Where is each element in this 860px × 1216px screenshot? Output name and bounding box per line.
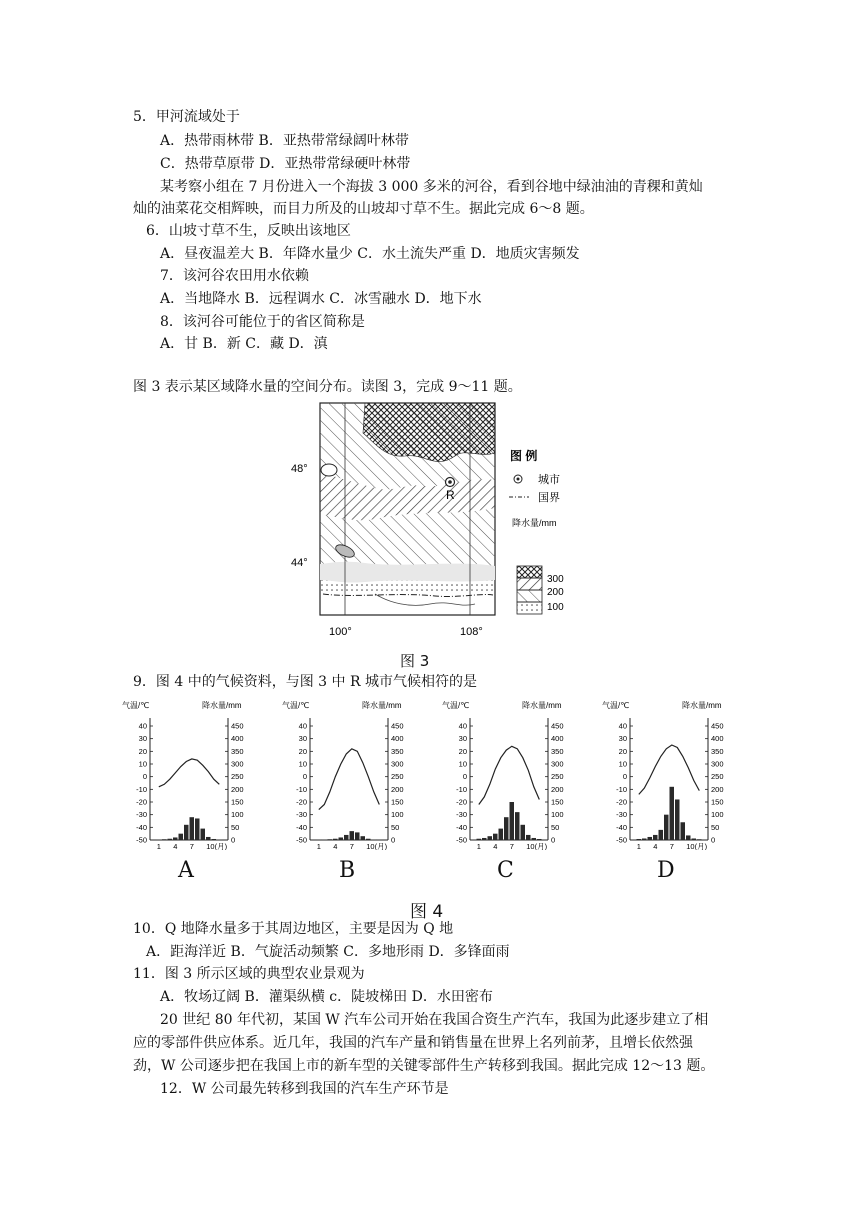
precip-tick-label-c: 150 xyxy=(551,797,564,807)
x-tick-label-c: 1 xyxy=(476,842,481,850)
passage-12-13-line1: 20 世纪 80 年代初，某国 W 汽车公司开始在我国合资生产汽车，我国为此逐步建立了相 xyxy=(160,1012,709,1028)
q5-options-ab: A．热带雨林带 B．亚热带常绿阔叶林带 xyxy=(160,133,409,149)
temp-tick-label-b: -40 xyxy=(296,822,307,832)
precipitation-map xyxy=(285,398,585,643)
precip-bar-b xyxy=(372,839,377,840)
precip-tick-label-c: 0 xyxy=(551,835,556,845)
temp-tick-label-c: 30 xyxy=(458,734,467,744)
temp-tick-label-b: 20 xyxy=(298,746,307,756)
precip-tick-label-b: 0 xyxy=(391,835,396,845)
precip-axis-title-d: 降水量/mm xyxy=(682,701,722,710)
temp-tick-label-a: -30 xyxy=(136,810,147,820)
temp-tick-label-c: -30 xyxy=(456,810,467,820)
q7-stem: 7．该河谷农田用水依赖 xyxy=(160,268,309,284)
x-tick-label-c: 4 xyxy=(493,842,498,850)
legend-border-label: 国界 xyxy=(538,492,560,504)
q9-stem: 9．图 4 中的气候资料，与图 3 中 R 城市气候相符的是 xyxy=(133,674,477,690)
climate-charts xyxy=(120,700,740,850)
temp-tick-label-b: -10 xyxy=(296,784,307,794)
temp-line-a xyxy=(159,759,220,787)
precip-bar-d xyxy=(648,837,653,840)
precip-tick-label-d: 100 xyxy=(711,810,724,820)
temp-tick-label-b: -50 xyxy=(296,835,307,845)
temp-tick-label-a: 10 xyxy=(138,759,147,769)
precip-bar-d xyxy=(697,839,702,840)
precip-bar-a xyxy=(173,837,178,840)
precip-bar-c xyxy=(532,838,537,840)
legend-title: 图 例 xyxy=(510,449,538,463)
precip-bar-b xyxy=(366,839,371,840)
precip-tick-label-c: 400 xyxy=(551,734,564,744)
precip-tick-label-a: 350 xyxy=(231,746,244,756)
fig4-caption: 图 4 xyxy=(410,902,444,922)
q11-options: A．牧场辽阔 B．灌渠纵横 c．陡坡梯田 D．水田密布 xyxy=(160,989,493,1005)
temp-tick-label-a: -40 xyxy=(136,822,147,832)
precip-bar-a xyxy=(179,834,184,840)
temp-tick-label-a: 20 xyxy=(138,746,147,756)
temp-tick-label-c: 40 xyxy=(458,721,467,731)
precip-bar-a xyxy=(201,829,206,840)
temp-tick-label-a: 0 xyxy=(142,772,147,782)
precip-tick-label-d: 0 xyxy=(711,835,716,845)
fig3-intro: 图 3 表示某区域降水量的空间分布。读图 3，完成 9～11 题。 xyxy=(133,379,522,395)
precip-tick-label-d: 150 xyxy=(711,797,724,807)
precip-tick-label-b: 50 xyxy=(391,822,400,832)
temp-tick-label-b: 30 xyxy=(298,734,307,744)
chart-a-label: A xyxy=(178,858,194,883)
passage-12-13-line3: 劲，W 公司逐步把在我国上市的新车型的关键零部件生产转移到我国。据此完成 12～13 题。 xyxy=(133,1058,715,1074)
chart-d-label: D xyxy=(657,858,675,883)
precip-tick-label-c: 300 xyxy=(551,759,564,769)
precip-bar-b xyxy=(322,839,327,840)
temp-tick-label-c: 0 xyxy=(462,772,467,782)
precip-tick-label-c: 200 xyxy=(551,784,564,794)
temp-tick-label-d: -10 xyxy=(616,784,627,794)
temp-tick-label-d: 0 xyxy=(622,772,627,782)
precip-tick-label-a: 50 xyxy=(231,822,240,832)
temp-axis-title-c: 气温/℃ xyxy=(442,701,470,710)
temp-tick-label-c: -20 xyxy=(456,797,467,807)
lat-44-label: 44° xyxy=(291,557,308,569)
temp-tick-label-c: -40 xyxy=(456,822,467,832)
precip-bar-b xyxy=(350,831,355,840)
temp-tick-label-d: 20 xyxy=(618,746,627,756)
precip-bar-d xyxy=(681,822,686,840)
precip-tick-label-a: 400 xyxy=(231,734,244,744)
precip-tick-label-d: 450 xyxy=(711,721,724,731)
precip-bar-a xyxy=(184,825,189,840)
x-tick-label-b: 10(月) xyxy=(366,842,388,850)
precip-bar-d xyxy=(670,787,675,840)
city-r-label: R xyxy=(446,488,455,502)
precip-tick-label-d: 300 xyxy=(711,759,724,769)
x-tick-label-a: 1 xyxy=(156,842,161,850)
precip-tick-label-c: 450 xyxy=(551,721,564,731)
x-tick-label-d: 4 xyxy=(653,842,658,850)
temp-axis-title-a: 气温/℃ xyxy=(122,701,150,710)
temp-tick-label-a: 40 xyxy=(138,721,147,731)
precip-tick-label-d: 200 xyxy=(711,784,724,794)
precip-bar-c xyxy=(510,802,515,840)
temp-tick-label-b: 40 xyxy=(298,721,307,731)
q5-stem: 5．甲河流域处于 xyxy=(133,109,240,125)
x-tick-label-a: 7 xyxy=(189,842,194,850)
x-tick-label-d: 1 xyxy=(636,842,641,850)
precip-bar-b xyxy=(328,839,333,840)
q7-options: A．当地降水 B．远程调水 C．冰雪融水 D．地下水 xyxy=(160,291,482,307)
precip-axis-title-b: 降水量/mm xyxy=(362,701,402,710)
fig3-caption: 图 3 xyxy=(400,652,430,670)
precip-tick-label-d: 250 xyxy=(711,772,724,782)
temp-tick-label-c: 20 xyxy=(458,746,467,756)
precip-tick-label-d: 400 xyxy=(711,734,724,744)
x-tick-label-c: 7 xyxy=(509,842,514,850)
precip-bar-b xyxy=(333,839,338,840)
temp-tick-label-d: -50 xyxy=(616,835,627,845)
temp-tick-label-c: 10 xyxy=(458,759,467,769)
precip-bar-a xyxy=(157,839,162,840)
temp-tick-label-a: -20 xyxy=(136,797,147,807)
temp-line-d xyxy=(639,745,700,794)
precip-bar-d xyxy=(642,838,647,840)
precip-bar-c xyxy=(488,836,493,840)
lat-48-label: 48° xyxy=(291,463,308,475)
temp-axis-title-d: 气温/℃ xyxy=(602,701,630,710)
precip-bar-d xyxy=(664,815,669,840)
precip-bar-c xyxy=(526,835,531,840)
precip-bar-c xyxy=(482,838,487,840)
q12-stem: 12．W 公司最先转移到我国的汽车生产环节是 xyxy=(160,1081,449,1097)
q10-stem: 10．Q 地降水量多于其周边地区，主要是因为 Q 地 xyxy=(133,921,454,937)
precip-tick-label-c: 100 xyxy=(551,810,564,820)
precip-tick-label-b: 300 xyxy=(391,759,404,769)
precip-bar-a xyxy=(190,817,195,840)
x-tick-label-d: 10(月) xyxy=(686,842,708,850)
precip-bar-a xyxy=(168,839,173,840)
precip-bar-d xyxy=(637,839,642,840)
q8-options: A．甘 B．新 C．藏 D．滇 xyxy=(160,336,328,352)
temp-tick-label-a: 30 xyxy=(138,734,147,744)
legend-precip-title: 降水量/mm xyxy=(512,518,557,528)
precip-tick-label-d: 350 xyxy=(711,746,724,756)
precip-tick-label-a: 250 xyxy=(231,772,244,782)
precip-tick-label-a: 300 xyxy=(231,759,244,769)
precip-tick-label-c: 250 xyxy=(551,772,564,782)
legend-city-label: 城市 xyxy=(538,474,560,486)
legend-value-300: 300 xyxy=(547,574,564,585)
precip-bar-a xyxy=(195,818,200,840)
precip-bar-d xyxy=(659,830,664,840)
temp-tick-label-b: 10 xyxy=(298,759,307,769)
precip-bar-d xyxy=(692,838,697,840)
x-tick-label-a: 4 xyxy=(173,842,178,850)
precip-bar-c xyxy=(499,829,504,840)
temp-tick-label-d: -40 xyxy=(616,822,627,832)
precip-tick-label-a: 200 xyxy=(231,784,244,794)
precip-bar-a xyxy=(162,839,167,840)
x-tick-label-b: 1 xyxy=(316,842,321,850)
precip-tick-label-a: 0 xyxy=(231,835,236,845)
precip-bar-c xyxy=(521,825,526,840)
precip-tick-label-b: 250 xyxy=(391,772,404,782)
precip-bar-a xyxy=(206,837,211,840)
precip-tick-label-b: 100 xyxy=(391,810,404,820)
legend-value-100: 100 xyxy=(547,602,564,613)
lon-108-label: 108° xyxy=(460,626,483,638)
temp-tick-label-d: 10 xyxy=(618,759,627,769)
temp-axis-title-b: 气温/℃ xyxy=(282,701,310,710)
precip-tick-label-b: 450 xyxy=(391,721,404,731)
precip-bar-d xyxy=(686,835,691,840)
passage-6-8-line1: 某考察小组在 7 月份进入一个海拔 3 000 多米的河谷，看到谷地中绿油油的青稞和黄灿 xyxy=(160,179,703,195)
temp-tick-label-b: -20 xyxy=(296,797,307,807)
temp-tick-label-d: -20 xyxy=(616,797,627,807)
precip-bar-c xyxy=(515,812,520,840)
q6-options: A．昼夜温差大 B．年降水量少 C．水土流失严重 D．地质灾害频发 xyxy=(160,246,580,262)
q5-options-cd: C．热带草原带 D．亚热带常绿硬叶林带 xyxy=(160,156,411,172)
precip-bar-c xyxy=(493,834,498,840)
temp-line-c xyxy=(479,746,540,804)
temp-tick-label-b: 0 xyxy=(302,772,307,782)
chart-b-label: B xyxy=(339,858,356,883)
passage-6-8-line2: 灿的油菜花交相辉映，而目力所及的山坡却寸草不生。据此完成 6～8 题。 xyxy=(133,201,594,217)
precip-bar-c xyxy=(504,817,509,840)
precip-tick-label-d: 50 xyxy=(711,822,720,832)
precip-tick-label-c: 350 xyxy=(551,746,564,756)
x-tick-label-c: 10(月) xyxy=(526,842,548,850)
q10-options: A．距海洋近 B．气旋活动频繁 C．多地形雨 D．多锋面雨 xyxy=(146,944,510,960)
x-tick-label-a: 10(月) xyxy=(206,842,228,850)
q11-stem: 11．图 3 所示区域的典型农业景观为 xyxy=(133,966,365,982)
temp-tick-label-a: -50 xyxy=(136,835,147,845)
x-tick-label-b: 4 xyxy=(333,842,338,850)
precip-axis-title-c: 降水量/mm xyxy=(522,701,562,710)
lon-100-label: 100° xyxy=(329,626,352,638)
q6-stem: 6．山坡寸草不生，反映出该地区 xyxy=(146,223,351,239)
precip-bar-b xyxy=(355,832,360,840)
precip-tick-label-b: 350 xyxy=(391,746,404,756)
precip-bar-a xyxy=(217,839,222,840)
q8-stem: 8．该河谷可能位于的省区简称是 xyxy=(160,314,365,330)
precip-bar-b xyxy=(344,835,349,840)
legend-value-200: 200 xyxy=(547,587,564,598)
passage-12-13-line2: 应的零部件供应体系。近几年，我国的汽车产量和销售量在世界上名列前茅，且增长依然强 xyxy=(133,1035,693,1051)
precip-tick-label-a: 100 xyxy=(231,810,244,820)
temp-tick-label-d: 30 xyxy=(618,734,627,744)
precip-axis-title-a: 降水量/mm xyxy=(202,701,242,710)
precip-tick-label-a: 150 xyxy=(231,797,244,807)
precip-tick-label-b: 400 xyxy=(391,734,404,744)
temp-tick-label-c: -50 xyxy=(456,835,467,845)
precip-bar-d xyxy=(675,799,680,840)
precip-bar-d xyxy=(653,835,658,840)
x-tick-label-b: 7 xyxy=(349,842,354,850)
temp-tick-label-d: -30 xyxy=(616,810,627,820)
precip-tick-label-b: 200 xyxy=(391,784,404,794)
precip-tick-label-c: 50 xyxy=(551,822,560,832)
precip-tick-label-b: 150 xyxy=(391,797,404,807)
chart-c-label: C xyxy=(497,858,514,883)
x-tick-label-d: 7 xyxy=(669,842,674,850)
temp-tick-label-c: -10 xyxy=(456,784,467,794)
precip-tick-label-a: 450 xyxy=(231,721,244,731)
precip-bar-b xyxy=(361,836,366,840)
precip-bar-a xyxy=(212,839,217,840)
temp-tick-label-b: -30 xyxy=(296,810,307,820)
precip-bar-c xyxy=(537,839,542,840)
temp-tick-label-a: -10 xyxy=(136,784,147,794)
temp-tick-label-d: 40 xyxy=(618,721,627,731)
precip-bar-c xyxy=(477,839,482,840)
precip-bar-b xyxy=(339,837,344,840)
temp-line-b xyxy=(319,749,380,810)
